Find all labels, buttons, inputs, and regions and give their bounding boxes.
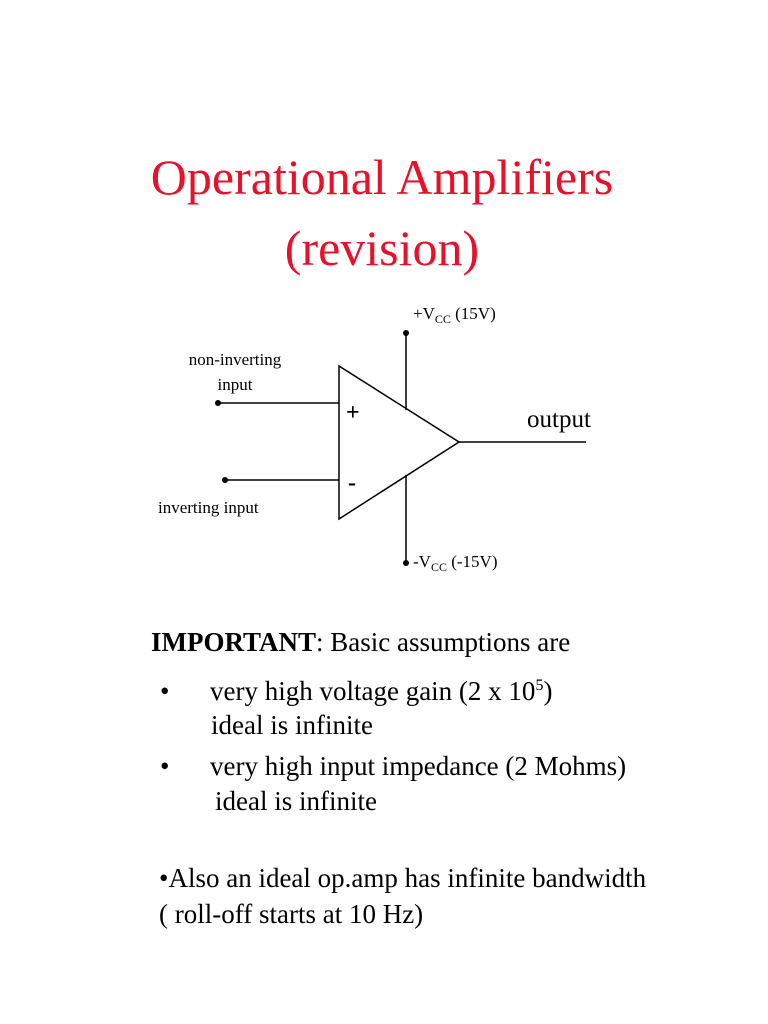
- noninverting-label-line1: non-inverting: [188, 350, 282, 369]
- bullet-symbol-2: •: [160, 751, 170, 781]
- op-amp-triangle: [339, 366, 459, 519]
- noninverting-label-line2: input: [217, 375, 253, 394]
- rolloff-note: ( roll-off starts at 10 Hz): [159, 899, 424, 929]
- important-lead: IMPORTANT: [151, 627, 317, 657]
- minus-sign: -: [348, 470, 356, 496]
- plus-sign: +: [346, 400, 360, 426]
- inverting-input-terminal: [222, 477, 228, 483]
- bullet-sub-1: ideal is infinite: [211, 710, 373, 740]
- noninverting-input-terminal: [215, 400, 221, 406]
- inverting-label: inverting input: [158, 498, 259, 517]
- vcc-negative-label: $-V_{CC}$ (-15V): [413, 552, 498, 574]
- important-rest: : Basic assumptions are: [316, 627, 571, 657]
- bullet-symbol-1: •: [160, 676, 170, 706]
- vcc-negative-terminal: [403, 560, 409, 566]
- bullet-item-2: very high input impedance (2 Mohms): [210, 751, 627, 781]
- title-line-1: Operational Amplifiers: [150, 149, 614, 205]
- important-statement: [151, 626, 570, 658]
- title-line-2: (revision): [284, 220, 480, 276]
- vcc-positive-terminal: [403, 330, 409, 336]
- vcc-positive-label: $+V_{CC}$ (15V): [413, 304, 496, 326]
- bullet-item-1: very high voltage gain (2 x $10^5$): [210, 676, 553, 706]
- bandwidth-note: •Also an ideal op.amp has infinite bandwidth: [159, 863, 647, 893]
- output-label: output: [527, 406, 591, 433]
- op-amp-diagram: [0, 290, 768, 590]
- bullet-sub-2: ideal is infinite: [215, 786, 377, 816]
